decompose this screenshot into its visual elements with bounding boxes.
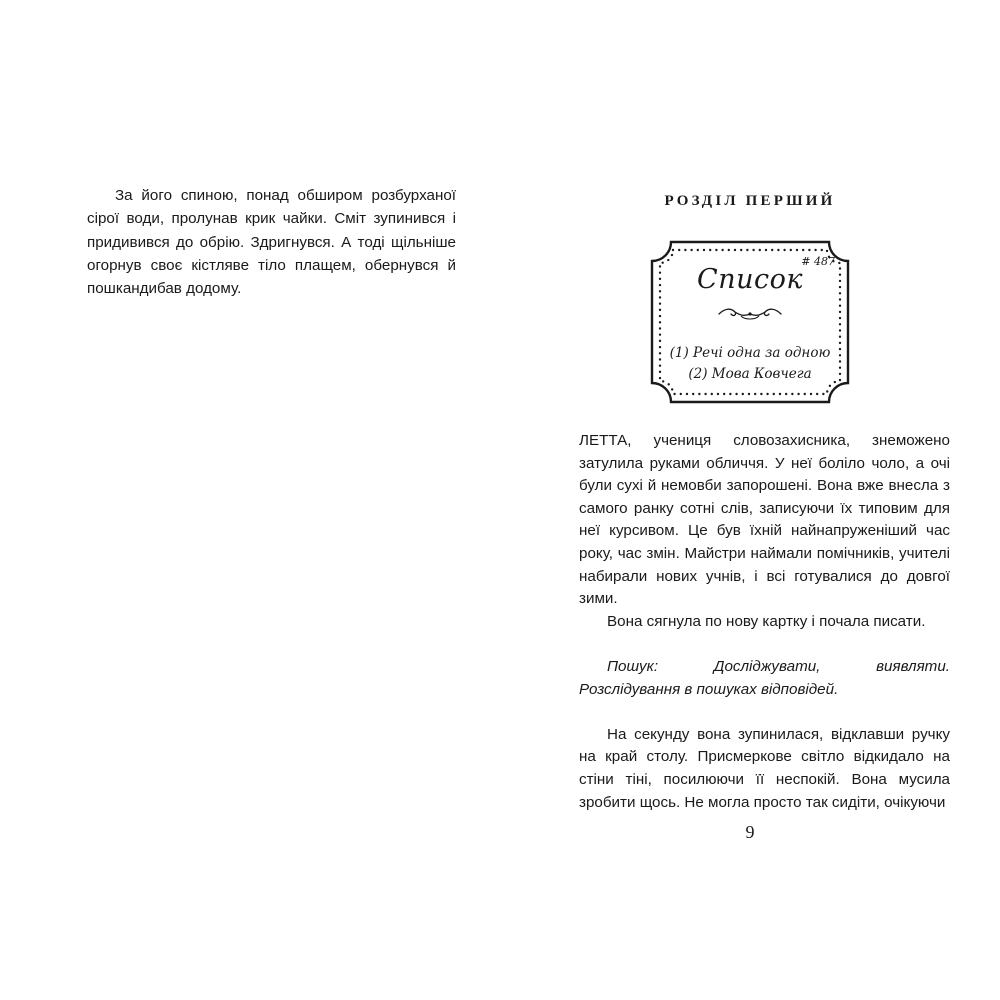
card-title: Список: [697, 264, 803, 295]
body-paragraph: На секунду вона зупинилася, відклавши ручку на край столу. Присмеркове світло відкидало на стіни тіні, посилюючи її неспокій. Вона мусила зробити щось. Не могла просто так сидіти, очікуючи: [579, 725, 950, 811]
chapter-heading: РОЗДІЛ ПЕРШИЙ: [664, 193, 836, 209]
page-number: 9: [745, 822, 755, 842]
body-paragraph: ЛЕТТА, учениця словозахисника, знеможено затулила руками обличчя. У неї боліло чоло, а очі були сухі й немовби запорошені. Вона вже внесла з самого ранку сотні слів, записуючи їх типовим для неї курсивом. Це був їхній найнапруженіший час року, час змін. Майстри наймали помічників, учителі набирали нових учнів, і всі готувалися до довгої зими.: [579, 432, 950, 608]
left-page-paragraph: За його спиною, понад обширом розбурханої сірої води, пролунав крик чайки. Сміт зупинився і придивився до обрію. Здригнувся. А тоді щільніше огорнув своє кістляве тіло плащем, обернувся й пошкандибав додому.: [87, 187, 456, 298]
body-paragraph: Вона сягнула по нову картку і почала писати.: [607, 612, 926, 630]
card-item: (2) Мова Ковчега: [688, 366, 812, 382]
word-card: [649, 239, 851, 405]
ornamental-flourish-icon: [717, 307, 783, 321]
definition-entry: Пошук: Досліджувати, виявляти. Розслідування в пошуках відповідей.: [579, 657, 950, 698]
card-items: [649, 343, 851, 385]
card-number: # 487: [801, 255, 835, 268]
card-item: (1) Речі одна за одною: [669, 345, 831, 361]
right-page: [500, 0, 1000, 1000]
right-page-body: [579, 430, 950, 814]
